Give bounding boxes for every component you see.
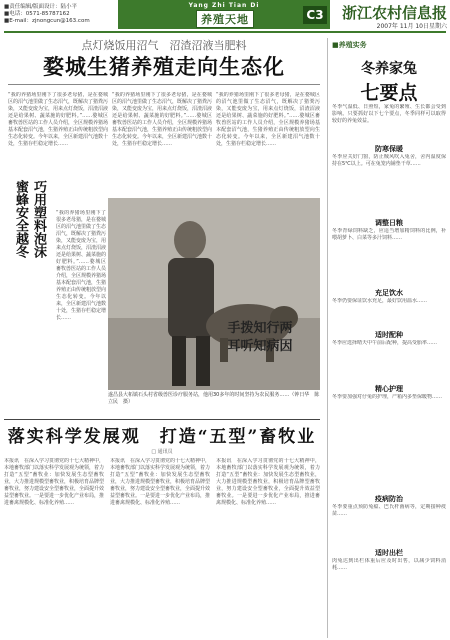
headline-rule — [8, 84, 320, 85]
tip-text: 肉兔达到出栏体重后应及时出售，以减少饲料消耗…… — [332, 558, 446, 571]
tip-title: 疫病防治 — [375, 495, 403, 503]
tip-title: 充足饮水 — [375, 289, 403, 297]
tip-text: 冬季要加强对仔兔的护理，产箱内多垫保暖物…… — [332, 394, 443, 400]
tip-title: 适时配种 — [375, 331, 403, 339]
page-code-badge: C3 — [303, 6, 327, 24]
section-title: 养殖天地 — [201, 13, 249, 26]
secondary-headline: 落实科学发展观 打造“五型”畜牧业 — [7, 427, 317, 447]
tip-text: 冬季仍要保证饮水充足，最好饮用温水…… — [332, 298, 428, 304]
lead-text-col2: “我的养猪场里刚下了很多老母猪，是在婺城区的沼气池里做了生态沼气，既解决了猪粪污染，又能变废为宝，用来点灯烧饭，沼渣沼液还是给果树、蔬菜施的好肥料。”……婺城区畜牧兽医站的工作人员介绍，全区规模养猪场基本配套沼气池，生猪养殖正由传统粗放型向生态化转变。今年以来，全区新建沼气池数十处，生猪存栏稳定增长…… — [112, 92, 212, 147]
vertical-headline-part: 泡沫 — [31, 232, 46, 258]
calligraphy-line: 耳听知病因 — [227, 339, 293, 354]
tip-title: 适时出栏 — [375, 549, 403, 557]
body-text-col2: 本报讯 在深入学习贯彻党的十七大精神中，本地畜牧部门以落实科学发展观为统领，着力打造“五型”畜牧业：加快发展生态型畜牧业，大力推进规模型畜牧业，积极培育品牌型畜牧业，努力建设安全型畜牧业，全面提升效益型畜牧业。一是要进一步优化产业布局，推进畜禽规模化、标准化养殖…… — [110, 458, 210, 506]
tip-title: 调整日粮 — [375, 219, 403, 227]
vertical-headline-part: 安全 — [13, 206, 28, 232]
column-divider — [327, 38, 328, 638]
tip-text: 冬季应选择晴天中午前后配种，提高受胎率…… — [332, 340, 438, 346]
short-article-text: “我的养猪场里刚下了很多老母猪，是在婺城区的沼气池里做了生态沼气，既解决了猪粪污染，又能变废为宝，用来点灯烧饭，沼渣沼液还是给果树、蔬菜施的好肥料。”……婺城区畜牧兽医站的工作人员介绍，全区规模养猪场基本配套沼气池，生猪养殖正由传统粗放型向生态化转变。今年以来，全区新建沼气池数十处，生猪存栏稳定增长…… — [56, 210, 106, 321]
vertical-headline-part: 蜜蜂 — [13, 180, 28, 206]
top-rule — [4, 31, 446, 33]
header-info-line: ■电话：0571-85787162 — [4, 11, 70, 17]
photo-illustration — [108, 198, 320, 390]
main-headline: 婺城生猪养殖走向生态化 — [43, 54, 285, 79]
tip-title: 精心护理 — [375, 385, 403, 393]
dateline: 2007年 11月 10日星期六 — [376, 23, 447, 30]
vertical-headline-bees — [12, 180, 28, 310]
right-column-kicker: 冬养家兔 — [361, 61, 417, 77]
calligraphy-text — [200, 320, 320, 356]
right-column-title: 七要点 — [360, 82, 418, 104]
body-text-col1: 本报讯 在深入学习贯彻党的十七大精神中，本地畜牧部门以落实科学发展观为统领，着力打造“五型”畜牧业：加快发展生态型畜牧业，大力推进规模型畜牧业，积极培育品牌型畜牧业，努力建设安全型畜牧业，全面提升效益型畜牧业。一是要进一步优化产业布局，推进畜禽规模化、标准化养殖…… — [4, 458, 104, 506]
lead-text-col3: “我的养猪场里刚下了很多老母猪，是在婺城区的沼气池里做了生态沼气，既解决了猪粪污染，又能变废为宝，用来点灯烧饭，沼渣沼液还是给果树、蔬菜施的好肥料。”……婺城区畜牧兽医站的工作人员介绍，全区规模养猪场基本配套沼气池，生猪养殖正由传统粗放型向生态化转变。今年以来，全区新建沼气池数十处，生猪存栏稳定增长…… — [216, 92, 320, 147]
vertical-headline-part: 塑料 — [31, 206, 46, 232]
body-text-col3: 本报讯 在深入学习贯彻党的十七大精神中，本地畜牧部门以落实科学发展观为统领，着力打造“五型”畜牧业：加快发展生态型畜牧业，大力推进规模型畜牧业，积极培育品牌型畜牧业，努力建设安全型畜牧业，全面提升效益型畜牧业。一是要进一步优化产业布局，推进畜禽规模化、标准化养殖…… — [216, 458, 320, 506]
header-info-line: ■责任编辑/版面设计：陆小平 — [4, 4, 78, 10]
tip-text: 冬季青绿饲料缺乏，应适当增加精饲料的比例，补喂胡萝卜、白菜等多汁饲料…… — [332, 228, 446, 241]
header-info-line: ■E-mail：zjnongcun@163.com — [4, 18, 90, 24]
right-column-intro: 冬季气温低、日照短，家兔的繁殖、生长都会受到影响。只要抓好以下七个要点，冬季同样可以取得较好的养兔效益。 — [332, 104, 446, 124]
vertical-headline-part: 越冬 — [13, 232, 28, 258]
tip-text: 冬季应关好门窗，防止贼风吹入兔舍，舍内温度保持在5℃以上。可在兔笼内铺垫干草…… — [332, 154, 446, 167]
header-contact-info — [4, 4, 116, 25]
newspaper-masthead: 浙江农村信息报 — [341, 4, 447, 22]
vertical-headline-part: 巧用 — [31, 180, 46, 206]
vertical-headline-foam — [30, 180, 46, 310]
photo-caption: 遂昌县大柘镇石头村省级兽医诊疗服务站，他用30多年的时间坚持为农民服务……（钟日华 陈立民 摄） — [108, 392, 320, 405]
tip-text: 冬季要重点预防兔瘟、巴氏杆菌病等，定期接种疫苗…… — [332, 504, 446, 517]
calligraphy-line: 手拨知行两 — [227, 321, 293, 336]
headline2-rule — [4, 419, 320, 420]
secondary-byline: □ 通讯员 — [151, 449, 173, 455]
section-pinyin: Yang Zhi Tian Di — [188, 2, 260, 9]
lead-text-col1: “我的养猪场里刚下了很多老母猪，是在婺城区的沼气池里做了生态沼气，既解决了猪粪污染，又能变废为宝，用来点灯烧饭，沼渣沼液还是给果树、蔬菜施的好肥料。”……婺城区畜牧兽医站的工作人员介绍，全区规模养猪场基本配套沼气池，生猪养殖正由传统粗放型向生态化转变。今年以来，全区新建沼气池数十处，生猪存栏稳定增长…… — [8, 92, 108, 147]
tip-title: 防寒保暖 — [375, 145, 403, 153]
headline-kicker: 点灯烧饭用沼气 沼渣沼液当肥料 — [81, 39, 247, 52]
news-photo — [108, 198, 320, 390]
right-column-tag: ■养殖实务 — [332, 41, 367, 49]
